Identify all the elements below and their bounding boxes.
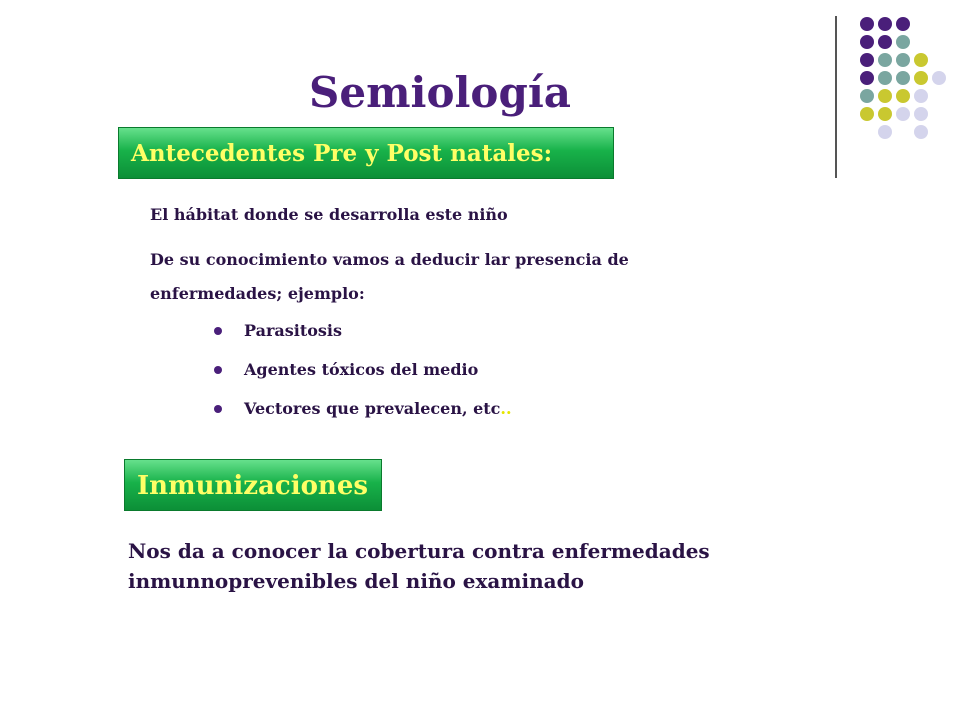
list-item xyxy=(214,357,512,396)
heading-colon: : xyxy=(543,140,553,167)
decorative-dot xyxy=(878,71,892,85)
decorative-dot xyxy=(896,17,910,31)
decorative-dot xyxy=(878,125,892,139)
decorative-dot xyxy=(878,53,892,67)
decorative-dot xyxy=(860,35,874,49)
habitat-text: El hábitat donde se desarrolla este niño xyxy=(150,205,508,224)
bullet-dot-icon xyxy=(214,405,222,413)
bullet-dot-icon xyxy=(214,366,222,374)
decorative-dot xyxy=(914,107,928,121)
decorative-dot xyxy=(914,71,928,85)
example-bullet-list xyxy=(214,318,512,435)
decorative-dot xyxy=(914,53,928,67)
decorative-dot xyxy=(878,107,892,121)
bullet-dot-icon xyxy=(214,327,222,335)
heading-text: Antecedentes Pre y Post natales xyxy=(131,140,544,167)
decorative-dot xyxy=(878,89,892,103)
decorative-dot xyxy=(896,89,910,103)
decorative-dot xyxy=(914,125,928,139)
decorative-dot xyxy=(896,35,910,49)
section-heading-inmunizaciones: Inmunizaciones xyxy=(124,459,382,511)
decorative-dot xyxy=(878,35,892,49)
decorative-dot xyxy=(896,71,910,85)
immunization-text: Nos da a conocer la cobertura contra enfermedades inmunnoprevenibles del niño examinado xyxy=(128,539,710,593)
decorative-dot xyxy=(896,53,910,67)
decorative-dot xyxy=(932,71,946,85)
bullet-text: Agentes tóxicos del medio xyxy=(244,360,479,379)
decorative-dot xyxy=(914,89,928,103)
bullet-text: Parasitosis xyxy=(244,321,343,340)
list-item xyxy=(214,396,512,435)
decorative-dot xyxy=(860,53,874,67)
decorative-dot xyxy=(860,17,874,31)
decorative-dot xyxy=(878,17,892,31)
bullet-text: Vectores que prevalecen, etc xyxy=(244,399,501,418)
knowledge-text: De su conocimiento vamos a deducir lar presencia de enfermedades; ejemplo: xyxy=(150,250,629,303)
decorative-dot xyxy=(896,107,910,121)
list-item xyxy=(214,318,512,357)
accent-dots: .. xyxy=(500,399,512,418)
slide-title: Semiología xyxy=(309,68,571,117)
section-heading-antecedentes xyxy=(118,127,614,179)
